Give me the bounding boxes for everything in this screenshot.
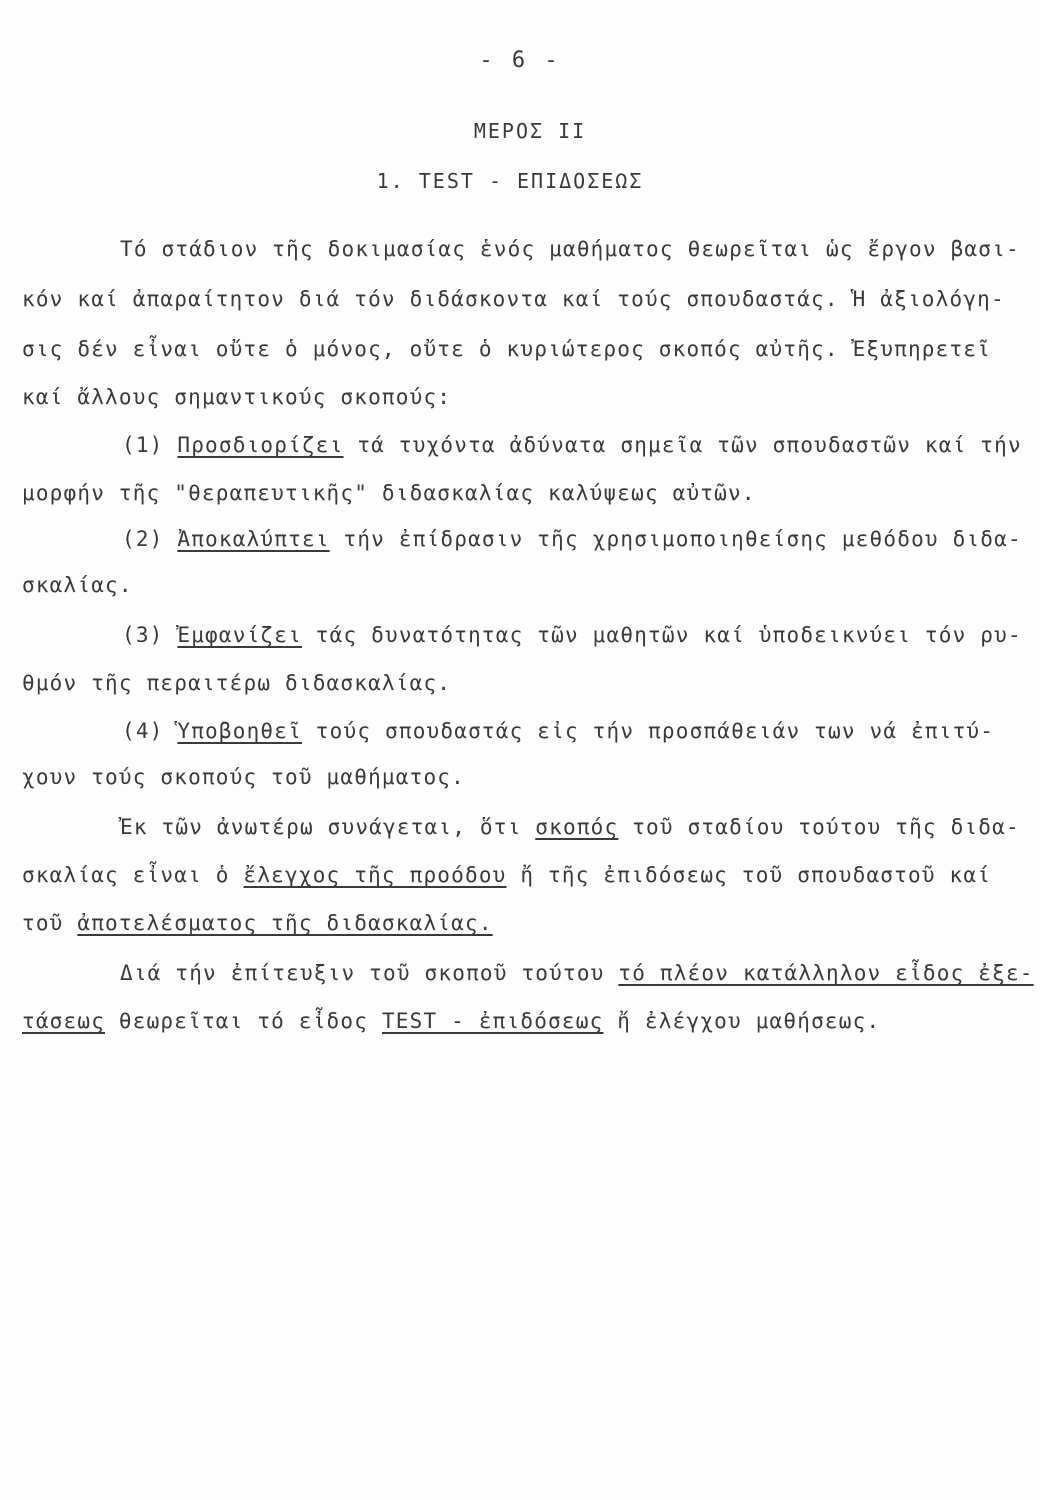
- list-item-3-line-1: [122, 622, 1022, 648]
- list-item-3-keyword: Ἐμφανίζει: [177, 623, 302, 647]
- conclusion-emphasis-purpose: σκοπός: [535, 815, 619, 839]
- intro-line-1: Τό στάδιον τῆς δοκιμασίας ἑνός μαθήματος θεωρεῖται ὡς ἔργον βασι-: [120, 237, 1020, 261]
- list-item-1-line-1: [122, 432, 1022, 458]
- conclusion-emphasis-progress: ἔλεγχος τῆς προόδου: [243, 863, 507, 887]
- final-emphasis-suitable: τό πλέον κατάλληλον εἶδος ἐξε-: [618, 961, 1034, 985]
- list-item-1-keyword: Προσδιορίζει: [177, 433, 344, 457]
- list-item-4-text: τούς σπουδαστάς εἰς τήν προσπάθειάν των νά ἐπιτύ-: [301, 719, 995, 743]
- conclusion-text: τοῦ σταδίου τούτου τῆς διδα-: [618, 815, 1020, 839]
- list-item-4-keyword: Ὑποβοηθεῖ: [177, 719, 302, 743]
- conclusion-emphasis-result: ἀποτελέσματος τῆς διδασκαλίας.: [77, 911, 493, 935]
- section-title: 1. TEST - ΕΠΙΔΟΣΕΩΣ: [376, 169, 644, 193]
- list-item-2-line-1: [122, 526, 1022, 552]
- list-item-2-text: τήν ἐπίδρασιν τῆς χρησιμοποιηθείσης μεθόδου διδα-: [329, 527, 1022, 551]
- list-item-1-line-2: μορφήν τῆς "θεραπευτικῆς" διδασκαλίας καλύψεως αὐτῶν.: [22, 481, 756, 505]
- intro-line-4: καί ἄλλους σημαντικούς σκοπούς:: [22, 385, 452, 409]
- conclusion-text: ἤ τῆς ἐπιδόσεως τοῦ σπουδαστοῦ καί: [506, 863, 992, 887]
- intro-line-3: σις δέν εἶναι οὔτε ὁ μόνος, οὔτε ὁ κυριώτερος σκοπός αὐτῆς. Ἐξυπηρετεῖ: [22, 337, 992, 361]
- list-item-4-number: (4): [122, 719, 164, 743]
- list-item-2-number: (2): [122, 527, 164, 551]
- final-text: ἤ ἐλέγχου μαθήσεως.: [603, 1009, 881, 1033]
- page-number: - 6 -: [479, 48, 561, 73]
- final-text: θεωρεῖται τό εἶδος: [105, 1009, 382, 1033]
- list-item-2-keyword: Ἀποκαλύπτει: [177, 527, 330, 551]
- list-item-4-line-1: [122, 718, 994, 744]
- list-item-3-text: τάς δυνατότητας τῶν μαθητῶν καί ὑποδεικνύει τόν ρυ-: [301, 623, 1022, 647]
- list-item-3-number: (3): [122, 623, 164, 647]
- conclusion-text: σκαλίας εἶναι ὁ: [22, 863, 244, 887]
- part-title: ΜΕΡΟΣ ΙΙ: [473, 119, 587, 143]
- final-line-1: [120, 960, 1034, 986]
- list-item-1-number: (1): [122, 433, 164, 457]
- list-item-3-line-2: θμόν τῆς περαιτέρω διδασκαλίας.: [22, 671, 452, 695]
- final-emphasis-test: TEST - ἐπιδόσεως: [381, 1009, 604, 1033]
- conclusion-line-1: [120, 814, 1020, 840]
- conclusion-text: Ἐκ τῶν ἀνωτέρω συνάγεται, ὅτι: [120, 815, 536, 839]
- list-item-2-line-2: σκαλίας.: [22, 573, 133, 597]
- list-item-1-text: τά τυχόντα ἀδύνατα σημεῖα τῶν σπουδαστῶν καί τήν: [343, 433, 1022, 457]
- final-emphasis-exam: τάσεως: [22, 1009, 106, 1033]
- conclusion-line-2: [22, 862, 991, 888]
- intro-line-2: κόν καί ἀπαραίτητον διά τόν διδάσκοντα καί τούς σπουδαστάς. Ἡ ἀξιολόγη-: [22, 287, 1005, 311]
- list-item-4-line-2: χουν τούς σκοπούς τοῦ μαθήματος.: [22, 765, 465, 789]
- conclusion-line-3: [22, 910, 493, 936]
- final-text: Διά τήν ἐπίτευξιν τοῦ σκοποῦ τούτου: [120, 961, 619, 985]
- conclusion-text: τοῦ: [22, 911, 78, 935]
- final-line-2: [22, 1008, 880, 1034]
